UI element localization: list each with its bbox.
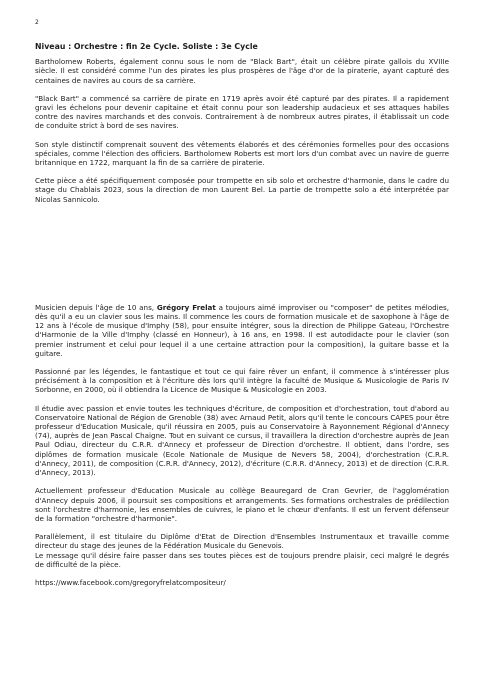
- intro-paragraph-4: Cette pièce a été spécifiquement composée pour trompette en sib solo et orchestre d'harmonie, dans le cadre du stage du Chablais 2023, sous la direction de mon Laurent Bel. La partie de trompette solo a été interprétée par Nicolas Sannicolo.: [35, 176, 449, 204]
- composer-name: Grégory Frelat: [156, 302, 216, 312]
- page-number: 2: [35, 19, 39, 26]
- bio-p5-line1: Parallèlement, il est titulaire du Diplôme d'Etat de Direction d'Ensembles Instrumentaux et travaille comme directeur du stage des jeunes de la Fédération Musicale du Genevois.: [35, 532, 449, 551]
- bio-paragraph-1: [35, 303, 449, 358]
- bio-p1-before: Musicien depuis l'âge de 10 ans,: [35, 302, 157, 312]
- bio-p1-after: a toujours aimé improviser ou "composer" de petites mélodies, dès qu'il a eu un clavier sous les mains. Il commence les cours de formation musicale et de saxophone à l'âge de 12 ans à l'école de musique d'Imphy (58), pour ensuite intégrer, sous la direction de Philippe Gateau, l'Orchestre d'Harmonie de la Ville d'Imphy (classé en Honneur), à 16 ans, en 1998. Il est autodidacte pour le clavier (son premier instrument et celui pour lequel il a une certaine attraction pour la composition), la guitare basse et la guitare.: [35, 302, 449, 358]
- document-body: [35, 42, 449, 587]
- blank-space: [35, 213, 449, 303]
- intro-paragraph-3: Son style distinctif comprenait souvent des vêtements élaborés et des cérémonies formelles pour des occasions spéciales, comme l'élection des officiers. Bartholomew Roberts est mort lors d'un combat avec un navire de guerre britannique en 1722, marquant la fin de sa carrière de piraterie.: [35, 139, 449, 168]
- intro-paragraph-2: "Black Bart" a commencé sa carrière de pirate en 1719 après avoir été capturé par des pirates. Il a rapidement gravi les échelons pour devenir capitaine et était connu pour son leadership audacieux et ses attaques habiles contre des navires marchands et des convois. Contrairement à de nombreux autres pirates, il établissait un code de conduite strict à bord de ses navires.: [35, 93, 449, 131]
- bio-paragraph-2: Passionné par les légendes, le fantastique et tout ce qui faire rêver un enfant, il commence à s'intéresser plus précisément à la composition et à l'écriture dès lors qu'il intègre la faculté de Musique & Musicologie de Paris IV Sorbonne, en 2000, où il obtiendra la Licence de Musique & Musicologie en 2003.: [35, 367, 449, 395]
- bio-p5-line2: Le message qu'il désire faire passer dans ses toutes pièces est de toujours prendre plaisir, ceci malgré le degrés de difficulté de la pièce.: [35, 550, 449, 569]
- facebook-link[interactable]: https://www.facebook.com/gregoryfrelatcompositeur/: [35, 577, 226, 587]
- bio-paragraph-4: Actuellement professeur d'Education Musicale au collège Beauregard de Cran Gevrier, de l'agglomération d'Annecy depuis 2006, il poursuit ses compositions et arrangements. Ses formations orchestrales de prédilection sont l'orchestre d'harmonie, les ensembles de cuivres, le piano et le chœur d'enfants. Il est un fervent défenseur de la formation "orchestre d'harmonie".: [35, 486, 449, 523]
- bio-paragraph-5: [35, 532, 449, 569]
- level-heading: Niveau : Orchestre : fin 2e Cycle. Soliste : 3e Cycle: [35, 42, 258, 51]
- bio-paragraph-3: Il étudie avec passion et envie toutes les techniques d'écriture, de composition et d'orchestration, tout d'abord au Conservatoire National de Région de Grenoble (38) avec Arnaud Petit, alors qu'il tente le concours CAPES pour être professeur d'Education Musicale, qu'il réussira en 2005, puis au Conservatoire à Rayonnement Régional d'Annecy (74), auprès de Jean Pascal Chaigne. Tout en suivant ce cursus, il travaillera la direction d'orchestre auprès de Jean Paul Odiau, directeur du C.R.R. d'Annecy et professeur de Direction d'orchestre. Il obtient, dans l'ordre, ses diplômes de formation musicale (Ecole Nationale de Musique de Nevers 58, 2004), d'orchestration (C.R.R. d'Annecy, 2011), de composition (C.R.R. d'Annecy, 2012), d'écriture (C.R.R. d'Annecy, 2013) et de direction (C.R.R. d'Annecy, 2013).: [35, 403, 449, 478]
- intro-paragraph-1: Bartholomew Roberts, également connu sous le nom de "Black Bart", était un célèbre pirate gallois du XVIIIe siècle. Il est considéré comme l'un des pirates les plus prospères de l'âge d'or de la piraterie, ayant capturé des centaines de navires au cours de sa carrière.: [35, 57, 449, 85]
